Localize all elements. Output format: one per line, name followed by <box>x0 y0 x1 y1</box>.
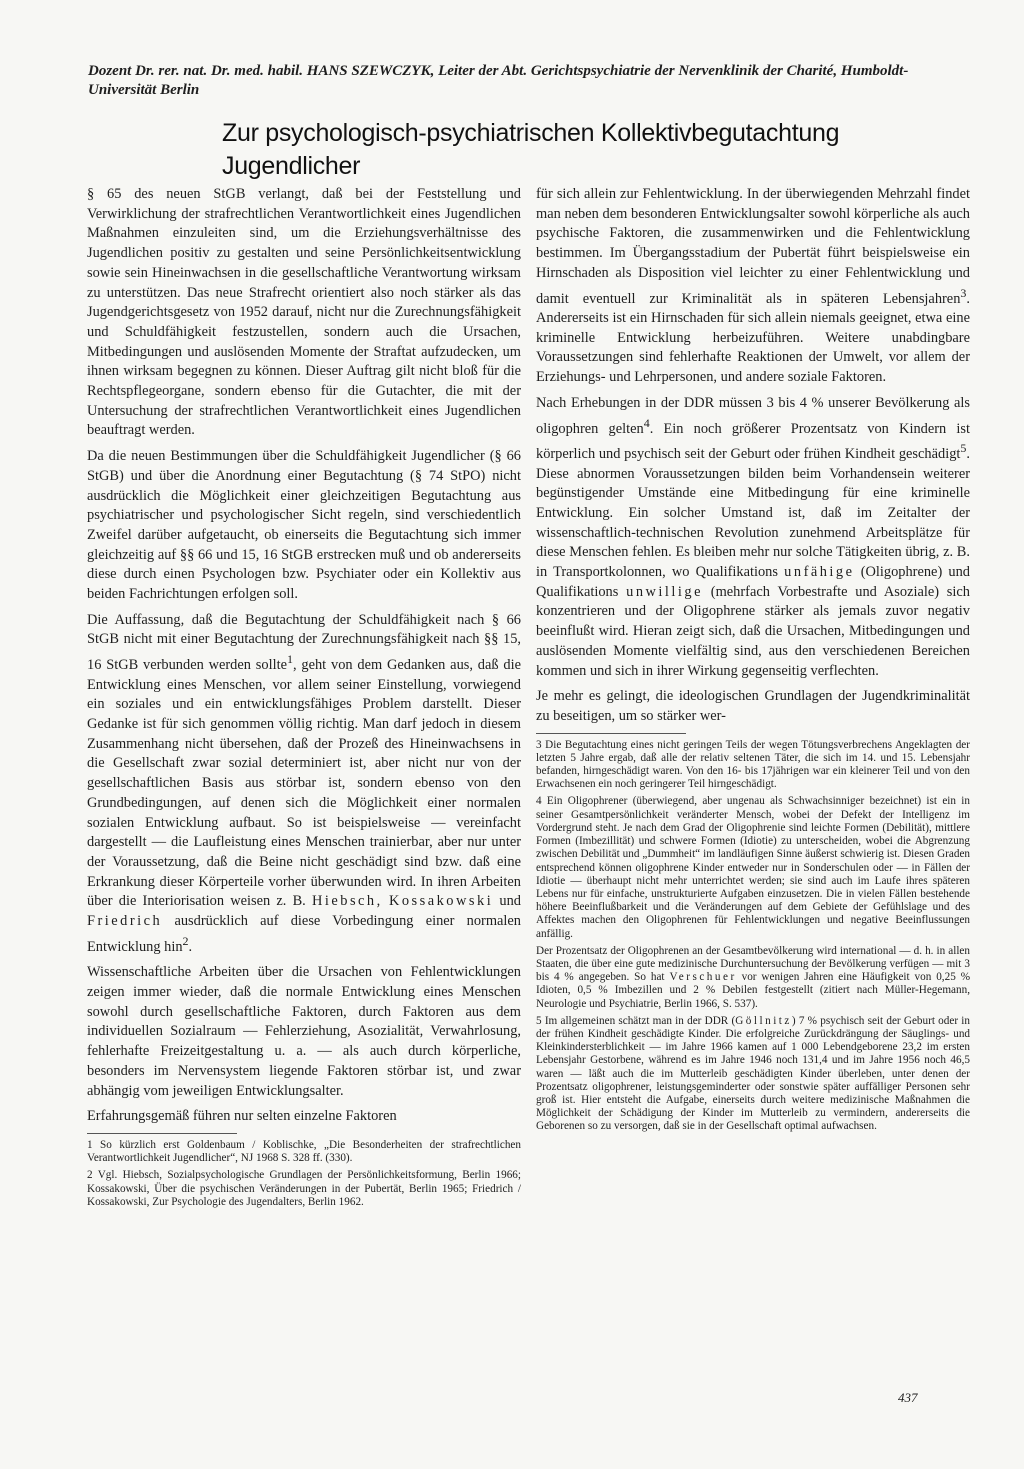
footnote-ref-1: 1 <box>286 652 293 667</box>
paragraph: Je mehr es gelingt, die ideologischen Grundlagen der Jugendkriminalität zu beseitigen, um so stärker wer- <box>536 688 970 724</box>
left-body <box>87 185 521 1127</box>
left-column <box>87 185 521 1213</box>
footnote-ref-5: 5 <box>960 441 967 456</box>
footnote-1: 1 So kürzlich erst Goldenbaum / Koblischke, „Die Besonderheiten der strafrechtlichen Verantwortlichkeit Jugendlicher“, NJ 1968 S. 328 ff. (330). <box>87 1138 521 1165</box>
paragraph <box>536 394 970 681</box>
title-line-1: Zur psychologisch-psychiatrischen Kollektivbegutachtung <box>222 119 840 147</box>
footnote-4-continued <box>536 945 970 1011</box>
paragraph <box>87 611 521 958</box>
footnote-3: 3 Die Begutachtung eines nicht geringen Teils der wegen Tötungsverbrechens Angeklagten der letzten 5 Jahre ergab, daß alle der relativ seltenen Täter, die sich im 14. und 15. Lebensjahr befanden, hirngeschädigt waren. Von den 16- bis 17jährigen war ein kleinerer Teil und von den Erwachsenen ein noch geringerer Teil hirngeschädigt. <box>536 738 970 791</box>
footnote-ref-4: 4 <box>643 415 650 430</box>
author-name-kossakowski: Kossakowski <box>388 893 494 910</box>
footnote-divider <box>536 733 686 734</box>
text-run: , geht von dem Gedanken aus, daß die Entwicklung eines Menschen, vor allem seiner Einstellung, vorwiegend ein soziales und ein entwicklungsfähiges Problem darstellt. Dieser Gedanke ist für sich genommen völlig richtig. Man darf jedoch in diesem Zusammenhang nicht übersehen, daß der Prozeß des Hineinwachsens in die Gesellschaft zwar sozial determiniert ist, aber nicht nur von der gesellschaftlichen Basis aus störbar ist, sondern ebenso von den Grundbedingungen, auf denen sich die Möglichkeit einer normalen sozialen Entwicklung aufbaut. So ist beispielsweise — vereinfacht dargestellt — die Laufleistung eines Menschen trainierbar, aber nur unter der Voraussetzung, daß die Beine nicht geschädigt sind bzw. daß eine Erkrankung dieser Körperteile vorher überwunden wird. In ihren Arbeiten über die Interiorisation weisen z. B. <box>87 656 521 910</box>
spaced-word-unfaehige: unfähige <box>784 564 855 581</box>
author-name-hiebsch: Hiebsch, <box>311 893 383 910</box>
footnote-4: 4 Ein Oligophrener (überwiegend, aber ungenau als Schwachsinniger bezeichnet) ist ein in seiner Gesamtpersönlichkeit veränderter Mensch, wobei der Defekt der Intelligenz im Vordergrund steht. Je nach dem Grad der Oligophrenie sind leichte Formen (Debilität), mittlere Formen (Imbezillität) und schwere Formen (Idiotie) zu unterscheiden, wobei die Abgrenzung zwischen Debilität und „Dummheit“ im landläufigen Sinne äußerst schwierig ist. Diesen Graden entsprechend können oligophrene Kinder entweder nur in Sonderschulen oder — in Fällen der Idiotie — überhaupt nicht mehr unterrichtet werden; sie sind auch im Laufe ihres späteren Lebens nur für einfache, unstrukturierte Aufgaben einzusetzen. Die in vielen Fällen bestehende höhere Beeinflußbarkeit und die Veränderungen auf dem Gebiete der Gefühlslage und des Affektes machen den Oligophrenen für Fehlentwicklungen und negative Beeinflussungen anfällig. <box>536 795 970 940</box>
text-run: (mehrfach Vorbestrafte und Asoziale) sich konzentrieren und der Oligophrene stärker als jemals zuvor negativ beeinflußt wird. Hieran zeigt sich, daß die Ursachen, Mitbedingungen und auslösenden Momente vielfältig sind, aus den verschiedenen Bereichen kommen und sich in ihrer Wirkung gegenseitig verflechten. <box>536 583 970 679</box>
text-run: und <box>499 893 521 910</box>
text-run: . <box>188 938 193 955</box>
page-number: 437 <box>898 1390 918 1405</box>
text-run: . Andererseits ist ein Hirnschaden für sich allein niemals geeignet, etwa eine kriminelle Entwicklung herbeizuführen. Weitere unabdingbare Voraussetzungen sind fehlerhafte Reaktionen der Umwelt, vor allem der Erziehungs- und Lehrpersonen, und andere soziale Faktoren. <box>536 290 970 386</box>
paragraph <box>536 185 970 388</box>
text-run: ausdrücklich auf diese Vorbedingung einer normalen Entwicklung hin <box>87 913 521 955</box>
paragraph: Wissenschaftliche Arbeiten über die Ursachen von Fehlentwicklungen zeigen immer wieder, daß die normale Entwicklung eines Menschen sowohl durch gesellschaftliche Faktoren, durch Faktoren aus dem individuellen Sozialraum — Fehlerziehung, Asozialität, Verwahrlosung, fehlerhafte Freizeitgestaltung u. a. — als auch durch körperliche, besonders im Nervensystem liegende Faktoren störbar ist, und zwar abhängig vom jeweiligen Entwicklungsalter. <box>87 964 521 1099</box>
text-run: . Diese abnormen Voraussetzungen bilden beim Vorhandensein weiterer begünstigender Umstände eine Mitbedingung für eine kriminelle Entwicklung. Ein solcher Umstand ist, daß im Zeitalter der wissenschaftlich-technischen Revolution zunehmend Arbeitsplätze für diese Menschen fehlen. Es bleiben mehr nur solche Tätigkeiten übrig, z. B. in Transportkolonnen, wo Qualifikations <box>536 445 970 581</box>
author-name-goellnitz: Göllnitz <box>735 1014 792 1027</box>
text-run: Die Auffassung, daß die Begutachtung der Schuldfähigkeit nach § 66 StGB nicht mit einer Begutachtung der Zurechnungsfähigkeit nach §§ 15, 16 StGB verbunden werden sollte <box>87 611 521 673</box>
text-run: vor wenigen Jahren eine Häufigkeit von 0,25 % Idioten, 0,5 % Imbezillen und 2 % Debilen festgestellt (zitiert nach Müller-Hegemann, Neurologie und Psychiatrie, Berlin 1966, S. 537). <box>536 971 971 1010</box>
paragraph: § 65 des neuen StGB verlangt, daß bei der Feststellung und Verwirklichung der strafrechtlichen Verantwortlichkeit eines Jugendlichen Maßnahmen einzuleiten sind, um die Erziehungsverhältnisse des Jugendlichen positiv zu gestalten und seine Persönlichkeitsentwicklung sowie sein Hineinwachsen in die gesellschaftliche Verantwortung wirksam zu unterstützen. Das neue Strafrecht orientiert also noch stärker als das Jugendgerichtsgesetz von 1952 darauf, nicht nur die Zurechnungsfähigkeit und Schuldfähigkeit festzustellen, sondern auch die Ursachen, Mitbedingungen und auslösenden Momente der Straftat aufzudecken, um ihnen wirksam begegnen zu können. Dieser Auftrag gilt nicht bloß für die Rechtspflegeorgane, sondern ebenso für die Gutachter, die mit der Untersuchung der strafrechtlichen Verantwortlichkeit eines Jugendlichen beauftragt werden. <box>87 186 521 439</box>
text-run: . Ein noch größerer Prozentsatz von Kindern ist körperlich und psychisch seit der Geburt oder frühen Kindheit geschädigt <box>536 420 970 462</box>
footnote-2: 2 Vgl. Hiebsch, Sozialpsychologische Grundlagen der Persönlichkeitsformung, Berlin 1966; Kossakowski, Über die psychischen Veränderungen in der Pubertät, Berlin 1965; Friedrich / Kossakowski, Zur Psychologie des Jugendalters, Berlin 1962. <box>87 1169 521 1208</box>
article-title <box>222 117 922 183</box>
text-run: (Oligophrene) und Qualifikations <box>536 564 970 600</box>
text-run: Nach Erhebungen in der DDR müssen 3 bis 4 % unserer Bevölkerung als oligophren gelten <box>536 394 970 437</box>
footnote-ref-3: 3 <box>960 285 967 300</box>
title-line-2: Jugendlicher <box>222 152 361 180</box>
paragraph: Erfahrungsgemäß führen nur selten einzelne Faktoren <box>87 1108 397 1125</box>
left-footnotes <box>87 1139 521 1209</box>
right-footnotes <box>536 739 970 1134</box>
text-run: für sich allein zur Fehlentwicklung. In der überwiegenden Mehrzahl findet man neben dem besonderen Entwicklungsalter sowohl körperliche als auch psychische Faktoren, die zusammenwirken und die Fehlentwicklung bestimmen. Im Übergangsstadium der Pubertät führt beispielsweise ein Hirnschaden als Disposition viel leichter zu einer Fehlentwicklung und damit eventuell zur Kriminalität als in späteren Lebensjahren <box>536 186 970 307</box>
right-body <box>536 185 970 727</box>
footnote-divider <box>87 1133 237 1134</box>
spaced-word-unwillige: unwillige <box>626 583 703 600</box>
author-line: Dozent Dr. rer. nat. Dr. med. habil. HANS SZEWCZYK, Leiter der Abt. Gerichtspsychiatrie der Nervenklinik der Charité, Humboldt-Universität Berlin <box>88 63 909 98</box>
author-name-friedrich: Friedrich <box>87 913 163 930</box>
text-run: ) 7 % psychisch seit der Geburt oder in der frühen Kindheit geschädigte Kinder. Die erfolgreiche Zurückdrängung der Säuglings- und Kleinkindersterblichkeit — im Jahre 1966 kamen auf 1 000 Lebendgeborene 23,2 im ersten Lebensjahr Gestorbene, während es im Jahre 1946 noch 131,4 und im Jahre 1956 noch 46,5 waren — läßt auch die im Mutterleib geschädigten Kinder überleben, unter denen der Prozentsatz oligophrener, leistungsgeminderter oder sonstwie später auffälliger Personen sehr groß ist. Hier entsteht die Aufgabe, einerseits durch weitere medizinische Maßnahmen die Möglichkeit der Schädigung der Kinder im Mutterleib zu vermindern, andererseits die Geborenen so zu versorgen, daß sie in der Gesellschaft optimal aufwachsen. <box>536 1014 970 1133</box>
right-column <box>536 185 970 1138</box>
footnote-5 <box>536 1015 970 1134</box>
text-run: 5 Im allgemeinen schätzt man in der DDR ( <box>536 1014 736 1027</box>
author-name-verschuer: Verschuer <box>669 971 737 984</box>
text-run: Der Prozentsatz der Oligophrenen an der Gesamtbevölkerung wird international — d. h. in allen Staaten, die über eine gute medizinische Durchuntersuchung der Bevölkerung verfügen — mit 3 bis 4 % angegeben. So hat <box>536 944 970 984</box>
paragraph: Da die neuen Bestimmungen über die Schuldfähigkeit Jugendlicher (§ 66 StGB) und über die Anordnung einer Begutachtung (§ 74 StPO) nicht ausdrücklich die Möglichkeit einer gleichzeitigen Begutachtung aus psychiatrischer und psychologischer Sicht regeln, sind verschiedentlich Zweifel darüber aufgetaucht, ob einerseits die Begutachtung sich immer gleichzeitig auf §§ 66 und 15, 16 StGB erstrecken muß und ob andererseits diese durch einen Psychologen bzw. Psychiater oder ein Kollektiv aus beiden Fachrichtungen erfolgen soll. <box>87 448 521 603</box>
footnote-ref-2: 2 <box>182 933 189 948</box>
